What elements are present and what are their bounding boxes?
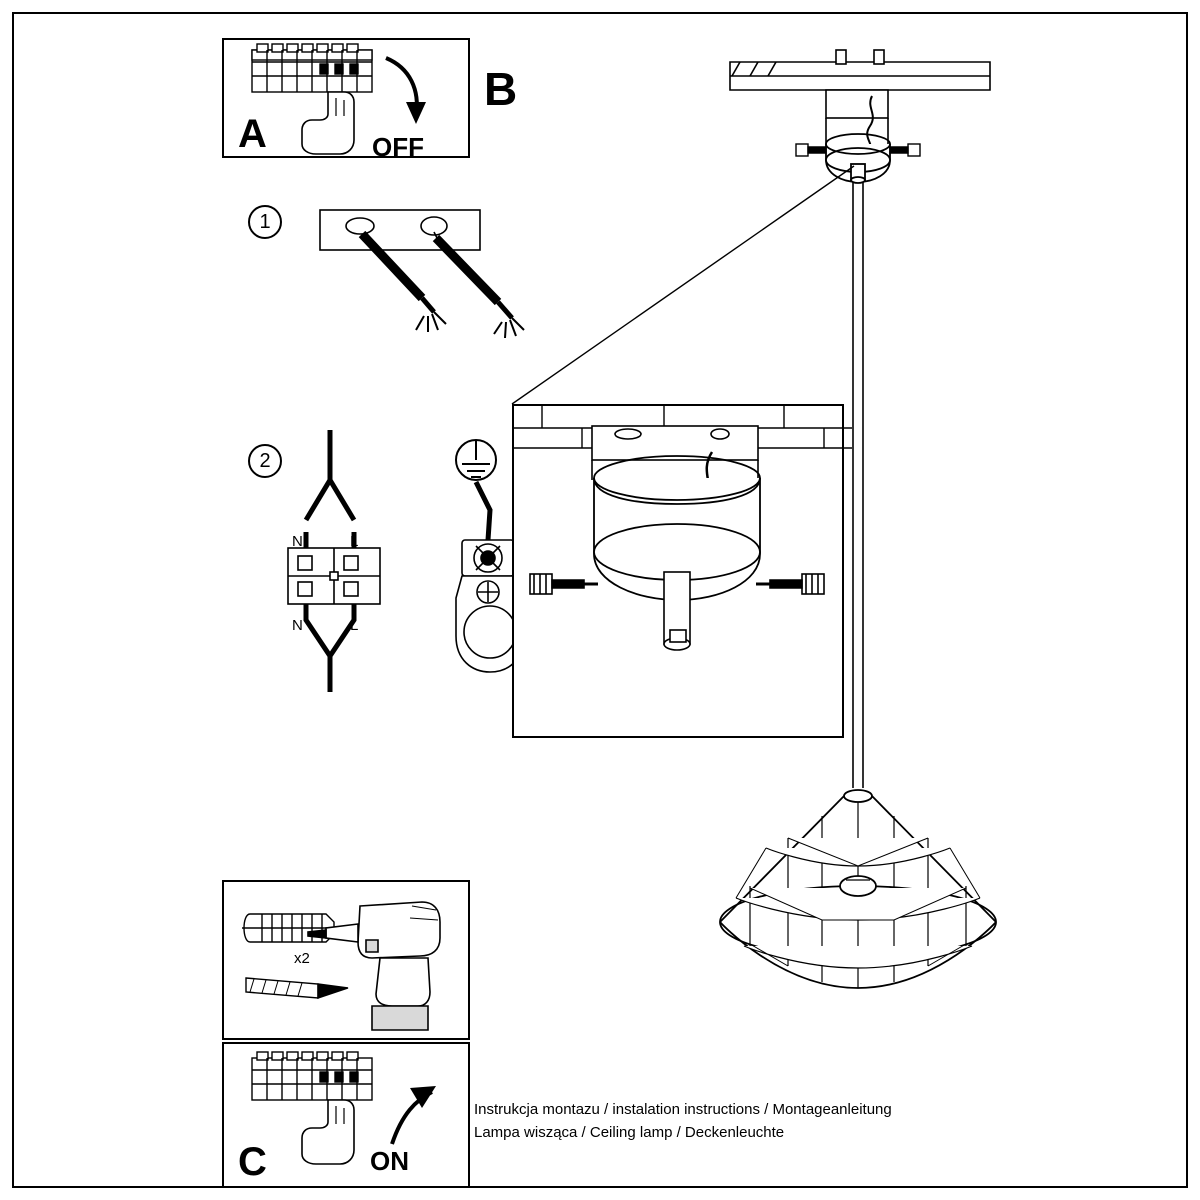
step-1-badge: 1 xyxy=(248,205,282,239)
arrow-down-icon xyxy=(386,58,426,124)
step-1-graphic xyxy=(312,198,612,368)
step-a-letter: A xyxy=(238,112,267,156)
panel-step-a xyxy=(222,38,470,162)
cage-shade-icon xyxy=(720,790,996,988)
footer-subtitle: Lampa wisząca / Ceiling lamp / Deckenleuchte xyxy=(474,1124,785,1141)
arrow-up-icon xyxy=(392,1086,436,1144)
hand-icon xyxy=(302,92,354,154)
hand-icon xyxy=(302,1100,354,1164)
lamp-assembly-graphic xyxy=(640,48,1200,1088)
step-c-letter: C xyxy=(238,1140,267,1184)
tools-graphic xyxy=(222,880,470,1040)
step-c-action-label: ON xyxy=(370,1146,409,1176)
footer-title: Instrukcja montazu / instalation instructions / Montageanleitung xyxy=(474,1101,892,1118)
tools-quantity-label: x2 xyxy=(294,950,310,967)
earth-ground-icon xyxy=(456,440,496,480)
screw-left-icon xyxy=(530,574,598,594)
terminal-label-n-top: N xyxy=(292,533,303,550)
terminal-label-n-bottom: N xyxy=(292,617,303,634)
step-a-action-label: OFF xyxy=(372,132,424,162)
panel-step-c xyxy=(222,1042,470,1188)
terminal-label-l-top: L xyxy=(350,533,359,550)
terminal-label-l-bottom: L xyxy=(350,617,359,634)
footer-text xyxy=(474,1098,892,1144)
step-2-badge: 2 xyxy=(248,444,282,478)
step-b-letter: B xyxy=(484,63,518,115)
screw-icon xyxy=(246,978,348,998)
